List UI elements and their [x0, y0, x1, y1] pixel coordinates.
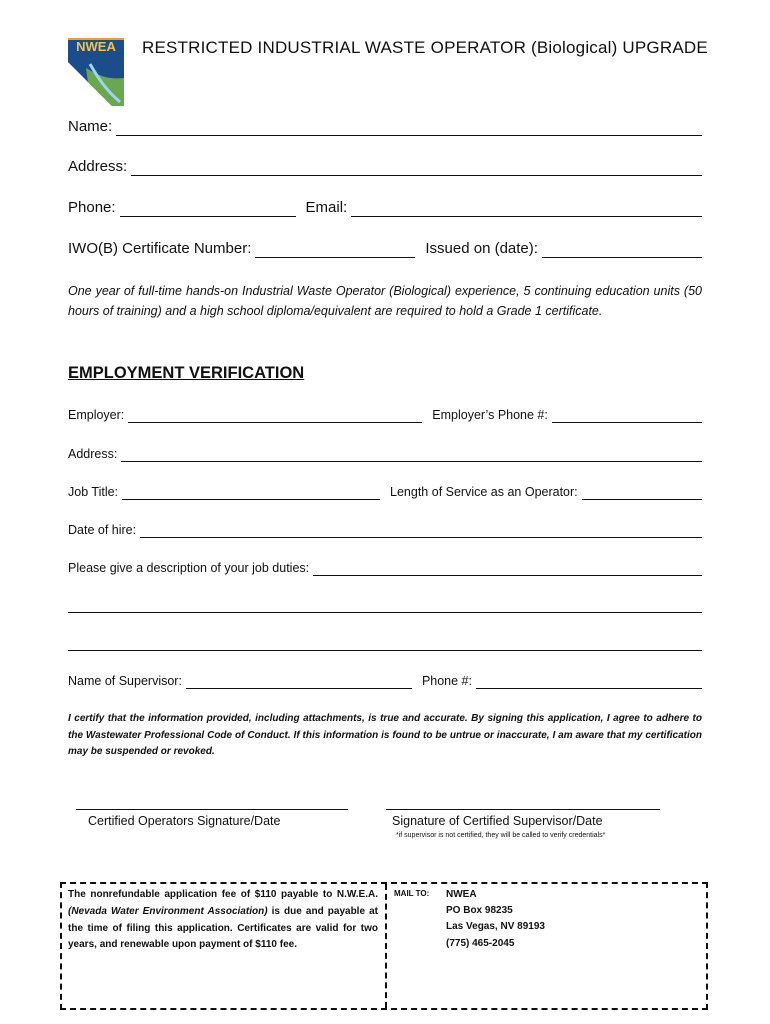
- supervisor-label: Name of Supervisor:: [68, 674, 182, 688]
- address-line: NWEA: [446, 889, 477, 900]
- mailing-address: [446, 887, 545, 952]
- employer-phone-label: Employer’s Phone #:: [432, 408, 548, 422]
- phone-email-row: [68, 199, 702, 217]
- supervisor-signature-label: Signature of Certified Supervisor/Date: [392, 814, 603, 828]
- fee-text: [68, 887, 378, 954]
- issued-label: Issued on (date):: [425, 240, 538, 257]
- employer-address-field[interactable]: [121, 449, 702, 462]
- fee-text-part1: The nonrefundable application fee of $110 payable to N.W.E.A.: [68, 889, 378, 900]
- duties-row: [68, 560, 702, 576]
- duties-field-3[interactable]: [68, 650, 702, 651]
- hire-date-label: Date of hire:: [68, 523, 137, 537]
- address-field[interactable]: [131, 161, 702, 176]
- name-label: Name:: [68, 118, 113, 135]
- address-line: (775) 465-2045: [446, 937, 515, 949]
- mail-to-label: MAIL TO:: [394, 889, 430, 898]
- address-label: Address:: [68, 158, 128, 175]
- duties-field-1[interactable]: [313, 563, 702, 576]
- job-title-field[interactable]: [122, 487, 380, 500]
- certificate-row: [68, 240, 702, 258]
- supervisor-field[interactable]: [186, 676, 412, 689]
- address-row: [68, 158, 702, 176]
- email-field[interactable]: [351, 202, 702, 217]
- hire-date-row: [68, 522, 702, 538]
- employer-phone-field[interactable]: [552, 410, 702, 423]
- supervisor-phone-label: Phone #:: [421, 674, 472, 688]
- certification-statement: I certify that the information provided, including attachments, is true and accurate. By signing this application, I agree to adhere to the Wastewater Professional Code of Conduct. If this information is found to be untrue or inaccurate, I am aware that my certification may be suspended or revoked.: [68, 713, 702, 757]
- cert-number-field[interactable]: [255, 243, 415, 258]
- fee-box-divider: [385, 884, 387, 1008]
- length-of-service-label: Length of Service as an Operator:: [390, 485, 578, 499]
- supervisor-note: *if supervisor is not certified, they will be called to verify credentials*: [396, 832, 606, 839]
- page-title: RESTRICTED INDUSTRIAL WASTE OPERATOR (Biological) UPGRADE: [142, 38, 708, 57]
- employer-address-row: [68, 446, 702, 462]
- phone-label: Phone:: [68, 199, 116, 216]
- address-line: Las Vegas, NV 89193: [446, 921, 545, 933]
- employer-address-label: Address:: [68, 447, 118, 461]
- supervisor-row: [68, 673, 702, 689]
- nwea-logo: [66, 34, 126, 108]
- operator-signature-label: Certified Operators Signature/Date: [88, 814, 281, 828]
- cert-number-label: IWO(B) Certificate Number:: [68, 240, 252, 257]
- duties-label: Please give a description of your job duties:: [68, 561, 310, 575]
- hire-date-field[interactable]: [140, 525, 702, 538]
- employer-label: Employer:: [68, 408, 125, 422]
- employer-row: [68, 407, 702, 423]
- job-title-label: Job Title:: [68, 485, 119, 499]
- job-title-row: [68, 484, 702, 500]
- name-row: [68, 118, 702, 136]
- supervisor-phone-field[interactable]: [476, 676, 702, 689]
- svg-text:NWEA: NWEA: [76, 39, 116, 54]
- fee-text-italic: (Nevada Water Environment Association): [68, 905, 268, 917]
- supervisor-signature-line[interactable]: [386, 809, 660, 810]
- name-field[interactable]: [116, 121, 702, 136]
- email-label: Email:: [305, 199, 348, 216]
- length-of-service-field[interactable]: [582, 487, 702, 500]
- operator-signature-line[interactable]: [76, 809, 348, 810]
- issued-date-field[interactable]: [542, 243, 702, 258]
- phone-field[interactable]: [120, 202, 296, 217]
- employment-heading: EMPLOYMENT VERIFICATION: [68, 364, 305, 382]
- address-line: PO Box 98235: [446, 905, 513, 917]
- duties-field-2[interactable]: [68, 612, 702, 613]
- fee-text-part2: is due and payable at the time of filing this application. Certificates are valid for two years, and renewable upon payment of $110 fee.: [68, 905, 378, 951]
- requirements-text: One year of full-time hands-on Industrial Waste Operator (Biological) experience, 5 continuing education units (50 hours of training) and a high school diploma/equivalent are required to hold a Grade 1 certificate.: [68, 284, 702, 318]
- employer-field[interactable]: [128, 410, 422, 423]
